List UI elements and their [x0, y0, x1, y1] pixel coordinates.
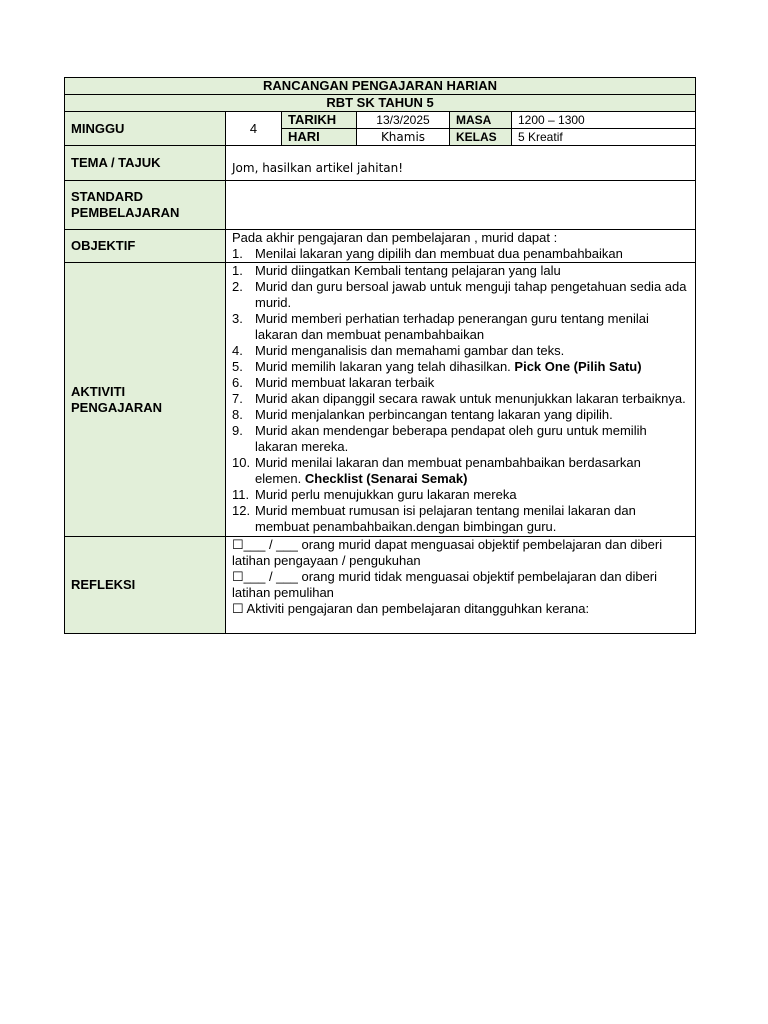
- tema-row: [65, 146, 696, 181]
- aktiviti-item-body: Murid akan mendengar beberapa pendapat oleh guru untuk memilih lakaran mereka.: [255, 423, 647, 454]
- standard-value: [226, 181, 696, 230]
- aktiviti-item-text: [255, 487, 689, 503]
- standard-row: [65, 181, 696, 230]
- tema-label: TEMA / TAJUK: [65, 146, 226, 181]
- aktiviti-item-number: 2.: [232, 279, 243, 294]
- hari-label: HARI: [282, 129, 357, 146]
- aktiviti-list: [232, 263, 689, 535]
- aktiviti-item-text: [255, 407, 689, 423]
- subtitle-row: [65, 95, 696, 112]
- aktiviti-cell: [226, 263, 696, 537]
- minggu-label: MINGGU: [65, 112, 226, 146]
- aktiviti-row: [65, 263, 696, 537]
- objektif-row: [65, 230, 696, 263]
- minggu-value: 4: [226, 112, 282, 146]
- objektif-list: [232, 246, 689, 262]
- refleksi-line-3: ☐ Aktiviti pengajaran dan pembelajaran ditangguhkan kerana:: [232, 601, 590, 616]
- aktiviti-item-body: Murid memberi perhatian terhadap penerangan guru tentang menilai lakaran dan membuat penambahbaikan: [255, 311, 649, 342]
- aktiviti-item: [232, 359, 689, 375]
- aktiviti-item: [232, 455, 689, 487]
- masa-value: 1200 – 1300: [512, 112, 696, 129]
- aktiviti-item-text: [255, 311, 689, 343]
- aktiviti-item-text: [255, 375, 689, 391]
- aktiviti-item-number: 1.: [232, 263, 243, 278]
- aktiviti-item-body: Murid menjalankan perbincangan tentang lakaran yang dipilih.: [255, 407, 613, 422]
- aktiviti-item-text: [255, 279, 689, 311]
- aktiviti-item-emphasis: Pick One (Pilih Satu): [514, 359, 642, 374]
- aktiviti-item-emphasis: Checklist (Senarai Semak): [304, 471, 468, 486]
- refleksi-line-2: ☐___ / ___ orang murid tidak menguasai objektif pembelajaran dan diberi latihan pemulihan: [232, 569, 658, 600]
- aktiviti-item: [232, 311, 689, 343]
- aktiviti-item: [232, 279, 689, 311]
- tarikh-label: TARIKH: [282, 112, 357, 129]
- aktiviti-item-text: [255, 503, 689, 535]
- objektif-label: OBJEKTIF: [65, 230, 226, 263]
- refleksi-line-1: ☐___ / ___ orang murid dapat menguasai objektif pembelajaran dan diberi latihan pengayaan / pengukuhan: [232, 537, 663, 568]
- aktiviti-item-text: [255, 455, 689, 487]
- aktiviti-item-number: 8.: [232, 407, 243, 422]
- objektif-item: [232, 246, 689, 262]
- refleksi-cell: [226, 537, 696, 634]
- aktiviti-item-number: 3.: [232, 311, 243, 326]
- aktiviti-item-body: Murid diingatkan Kembali tentang pelajaran yang lalu: [255, 263, 561, 278]
- kelas-value: 5 Kreatif: [512, 129, 696, 146]
- refleksi-row: [65, 537, 696, 634]
- aktiviti-item-body: Murid memilih lakaran yang telah dihasilkan.: [255, 359, 515, 374]
- aktiviti-item: [232, 503, 689, 535]
- objektif-item-body: Menilai lakaran yang dipilih dan membuat dua penambahbaikan: [255, 246, 623, 261]
- objektif-item-text: [255, 246, 689, 262]
- aktiviti-item-number: 11.: [232, 487, 250, 502]
- kelas-label: KELAS: [450, 129, 512, 146]
- aktiviti-item: [232, 343, 689, 359]
- aktiviti-item-text: [255, 359, 689, 375]
- aktiviti-item-text: [255, 263, 689, 279]
- title-row: [65, 78, 696, 95]
- aktiviti-item-body: Murid dan guru bersoal jawab untuk menguji tahap pengetahuan sedia ada murid.: [255, 279, 687, 310]
- masa-label: MASA: [450, 112, 512, 129]
- refleksi-label: REFLEKSI: [65, 537, 226, 634]
- lesson-plan-table: [64, 77, 696, 634]
- aktiviti-item-number: 9.: [232, 423, 243, 438]
- aktiviti-item-number: 12.: [232, 503, 251, 518]
- aktiviti-item: [232, 375, 689, 391]
- aktiviti-item-number: 5.: [232, 359, 243, 374]
- aktiviti-item-number: 10.: [232, 455, 251, 470]
- tarikh-value: 13/3/2025: [357, 112, 450, 129]
- info-row-1: [65, 112, 696, 129]
- aktiviti-item-number: 4.: [232, 343, 243, 358]
- objektif-intro: Pada akhir pengajaran dan pembelajaran , murid dapat :: [232, 230, 558, 245]
- aktiviti-item: [232, 423, 689, 455]
- hari-value: Khamis: [357, 129, 450, 146]
- aktiviti-item-body: Murid menilai lakaran dan membuat penambahbaikan berdasarkan elemen.: [255, 455, 641, 486]
- page-subtitle: RBT SK TAHUN 5: [65, 95, 696, 112]
- standard-label: STANDARD PEMBELAJARAN: [65, 181, 226, 230]
- aktiviti-item-body: Murid membuat lakaran terbaik: [255, 375, 435, 390]
- aktiviti-item: [232, 263, 689, 279]
- aktiviti-item-body: Murid akan dipanggil secara rawak untuk menunjukkan lakaran terbaiknya.: [255, 391, 686, 406]
- aktiviti-item: [232, 391, 689, 407]
- aktiviti-item-text: [255, 343, 689, 359]
- aktiviti-item-body: Murid membuat rumusan isi pelajaran tentang menilai lakaran dan membuat penambahbaikan.dengan bimbingan guru.: [255, 503, 636, 534]
- aktiviti-item: [232, 407, 689, 423]
- aktiviti-item: [232, 487, 689, 503]
- aktiviti-item-number: 6.: [232, 375, 243, 390]
- aktiviti-item-body: Murid menganalisis dan memahami gambar dan teks.: [255, 343, 565, 358]
- tema-value: Jom, hasilkan artikel jahitan!: [226, 146, 696, 181]
- objektif-item-number: 1.: [232, 246, 243, 261]
- aktiviti-item-text: [255, 423, 689, 455]
- page-title: RANCANGAN PENGAJARAN HARIAN: [65, 78, 696, 95]
- objektif-cell: [226, 230, 696, 263]
- aktiviti-item-text: [255, 391, 689, 407]
- aktiviti-label: AKTIVITI PENGAJARAN: [65, 263, 226, 537]
- aktiviti-item-body: Murid perlu menujukkan guru lakaran mereka: [255, 487, 517, 502]
- aktiviti-item-number: 7.: [232, 391, 243, 406]
